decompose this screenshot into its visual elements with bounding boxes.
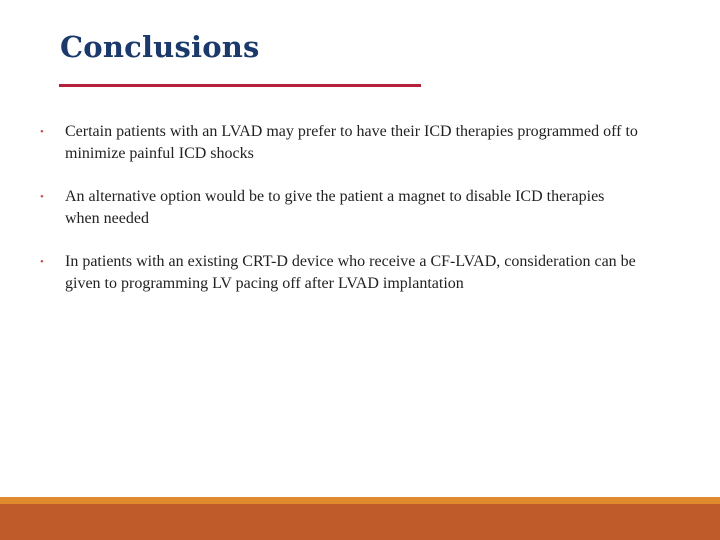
bullet-marker-icon: • [40,256,44,268]
bullet-text: An alternative option would be to give the patient a magnet to disable ICD therapies when needed [65,188,605,227]
slide-title: Conclusions [60,30,260,64]
bullet-item [40,251,640,295]
bullet-text: Certain patients with an LVAD may prefer to have their ICD therapies programmed off to minimize painful ICD shocks [65,123,638,162]
bullet-item [40,186,640,230]
footer-band-accent [0,497,720,504]
bullet-text: In patients with an existing CRT-D device who receive a CF-LVAD, consideration can be given to programming LV pacing off after LVAD implantation [65,253,636,292]
bullet-list [40,121,640,316]
bullet-marker-icon: • [40,191,44,203]
title-underline [59,84,421,87]
bullet-item [40,121,640,165]
footer-band [0,504,720,540]
bullet-marker-icon: • [40,126,44,138]
